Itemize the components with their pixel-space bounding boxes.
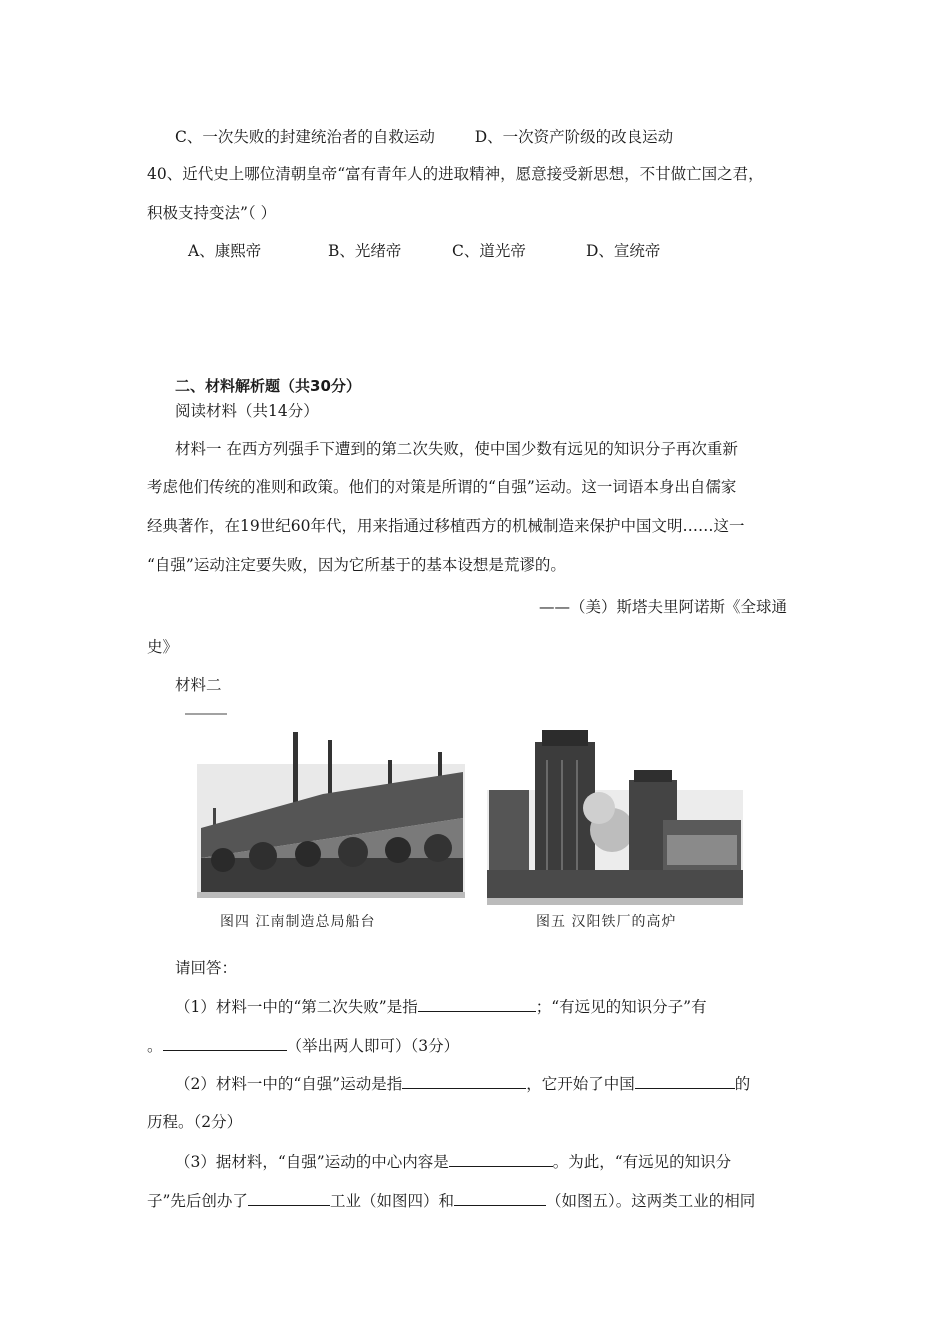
q2-text-c: 的 [734,1075,751,1093]
q3-blank-2[interactable] [248,1190,330,1206]
q40-option-d: D、宣统帝 [586,242,661,260]
q2-blank-2[interactable] [635,1073,735,1089]
q3-blank-3[interactable] [454,1190,546,1206]
q39-options [175,127,673,147]
q3-text-b: 。为此，“有远见的知识分 [552,1153,732,1171]
figure5-caption: 图五 汉阳铁厂的高炉 [536,914,677,930]
figure5-image [487,720,743,905]
q40-option-a: A、康熙帝 [188,242,262,260]
q1-text-c: 。 [147,1037,163,1055]
q1-text-a: （1）材料一中的“第二次失败”是指 [175,998,418,1016]
q2-blank-1[interactable] [402,1073,526,1089]
question-1-line2 [147,1035,459,1056]
figure4-caption: 图四 江南制造总局船台 [220,914,376,930]
question-3-line1 [175,1151,731,1172]
material1-line2: 考虑他们传统的准则和政策。他们的对策是所谓的“自强”运动。这一词语本身出自儒家 [147,478,737,496]
q3-text-c: 子”先后创办了 [147,1192,248,1210]
q1-text-d: （举出两人即可）（3分） [286,1037,460,1055]
q40-options [188,241,660,261]
material1-source-line2: 史》 [147,638,179,656]
q1-text-b: ；“有远见的知识分子”有 [535,998,707,1016]
question-2-line2: 历程。（2分） [147,1113,243,1131]
q40-stem-line2: 积极支持变法”（ ） [147,204,277,222]
question-1-line1 [175,996,707,1017]
answer-prompt: 请回答： [175,959,238,977]
q3-blank-1[interactable] [449,1151,553,1167]
q3-text-d: 工业（如图四）和 [329,1192,454,1210]
q40-option-b: B、光绪帝 [328,242,402,260]
q40-option-c: C、道光帝 [452,242,526,260]
q3-text-e: （如图五）。这两类工业的相同 [545,1192,756,1210]
q1-blank-2[interactable] [163,1035,287,1051]
q40-stem-line1: 40、近代史上哪位清朝皇帝“富有青年人的进取精神，愿意接受新思想，不甘做亡国之君， [147,165,764,183]
q1-blank-1[interactable] [418,996,536,1012]
question-3-line2 [147,1190,755,1211]
material2-label: 材料二 [175,676,222,694]
material1-source-line1: ——（美）斯塔夫里阿诺斯《全球通 [539,598,788,616]
material1-line1: 材料一 在西方列强手下遭到的第二次失败，使中国少数有远见的知识分子再次重新 [175,440,738,458]
figure4-image [183,708,465,900]
section-subheading: 阅读材料（共14分） [175,402,319,420]
question-2-line1 [175,1073,750,1094]
q39-option-c: C、一次失败的封建统治者的自救运动 [175,128,435,146]
material1-line4: “自强”运动注定要失败，因为它所基于的基本设想是荒谬的。 [147,556,566,574]
q3-text-a: （3）据材料，“自强”运动的中心内容是 [175,1153,449,1171]
section-heading: 二、材料解析题（共30分） [175,377,361,395]
material1-line3: 经典著作，在19世纪60年代，用来指通过移植西方的机械制造来保护中国文明……这一 [147,517,745,535]
q2-text-a: （2）材料一中的“自强”运动是指 [175,1075,403,1093]
q2-text-b: ，它开始了中国 [526,1075,635,1093]
q39-option-d: D、一次资产阶级的改良运动 [474,128,674,146]
